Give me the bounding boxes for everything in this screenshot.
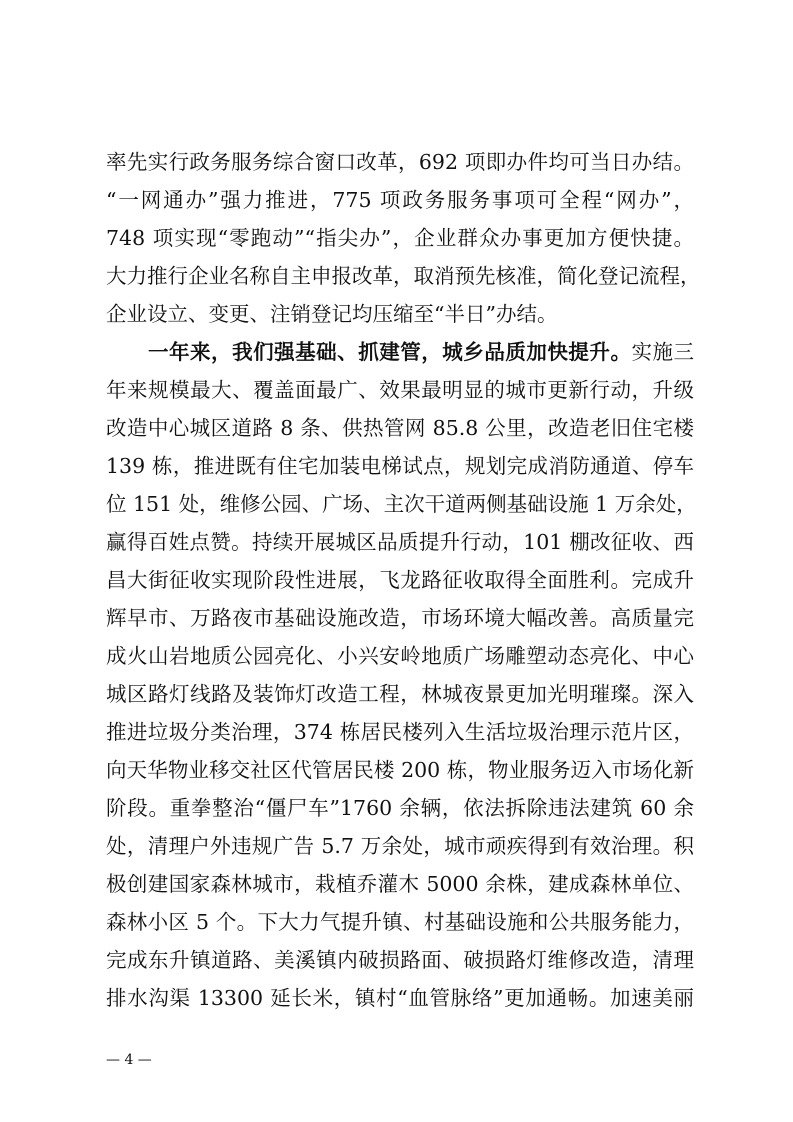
text-line: 成火山岩地质公园亮化、小兴安岭地质广场雕塑动态亮化、中心	[106, 644, 694, 668]
text-line: 阶段。重拳整治“僵尸车”1760 余辆，依法拆除违法建筑 60 余	[106, 796, 694, 820]
text-line: 赢得百姓点赞。持续开展城区品质提升行动，101 棚改征收、西	[106, 530, 694, 554]
text-line: 年来规模最大、覆盖面最广、效果最明显的城市更新行动，升级	[106, 378, 694, 402]
paragraph-lead-line	[106, 333, 694, 371]
text-line: 位 151 处，维修公园、广场、主次干道两侧基础设施 1 万余处，	[106, 492, 697, 516]
text-line: 昌大街征收实现阶段性进展，飞龙路征收取得全面胜利。完成升	[106, 568, 694, 592]
text-line: 大力推行企业名称自主申报改革，取消预先核准，简化登记流程，	[106, 264, 701, 288]
paragraph-continuation: 实施三	[631, 340, 695, 364]
text-line: 改造中心城区道路 8 条、供热管网 85.8 公里，改造老旧住宅楼	[106, 416, 694, 440]
text-line: 处，清理户外违规广告 5.7 万余处，城市顽疾得到有效治理。积	[106, 834, 694, 858]
text-line: 极创建国家森林城市，栽植乔灌木 5000 余株，建成森林单位、	[106, 872, 694, 896]
body-text	[106, 143, 701, 1017]
text-line: 完成东升镇道路、美溪镇内破损路面、破损路灯维修改造，清理	[106, 948, 694, 972]
text-line: 率先实行政务服务综合窗口改革，692 项即办件均可当日办结。	[106, 150, 694, 174]
text-line: 748 项实现“零跑动”“指尖办”，企业群众办事更加方便快捷。	[106, 226, 694, 250]
text-line: 向天华物业移交社区代管居民楼 200 栋，物业服务迈入市场化新	[106, 758, 694, 782]
text-line: 城区路灯线路及装饰灯改造工程，林城夜景更加光明璀璨。深入	[106, 682, 694, 706]
page-number: — 4 —	[106, 1052, 152, 1068]
text-line: 139 栋，推进既有住宅加装电梯试点，规划完成消防通道、停车	[106, 454, 694, 478]
paragraph-bold-lead: 一年来，我们强基础、抓建管，城乡品质加快提升。	[148, 340, 632, 364]
text-line: “一网通办”强力推进，775 项政务服务事项可全程“网办”，	[106, 188, 694, 212]
text-line: 辉早市、万路夜市基础设施改造，市场环境大幅改善。高质量完	[106, 606, 694, 630]
text-line: 排水沟渠 13300 延长米，镇村“血管脉络”更加通畅。加速美丽	[106, 986, 694, 1010]
text-line: 推进垃圾分类治理，374 栋居民楼列入生活垃圾治理示范片区，	[106, 720, 694, 744]
text-line: 企业设立、变更、注销登记均压缩至“半日”办结。	[106, 302, 558, 326]
text-line: 森林小区 5 个。下大力气提升镇、村基础设施和公共服务能力，	[106, 910, 694, 934]
